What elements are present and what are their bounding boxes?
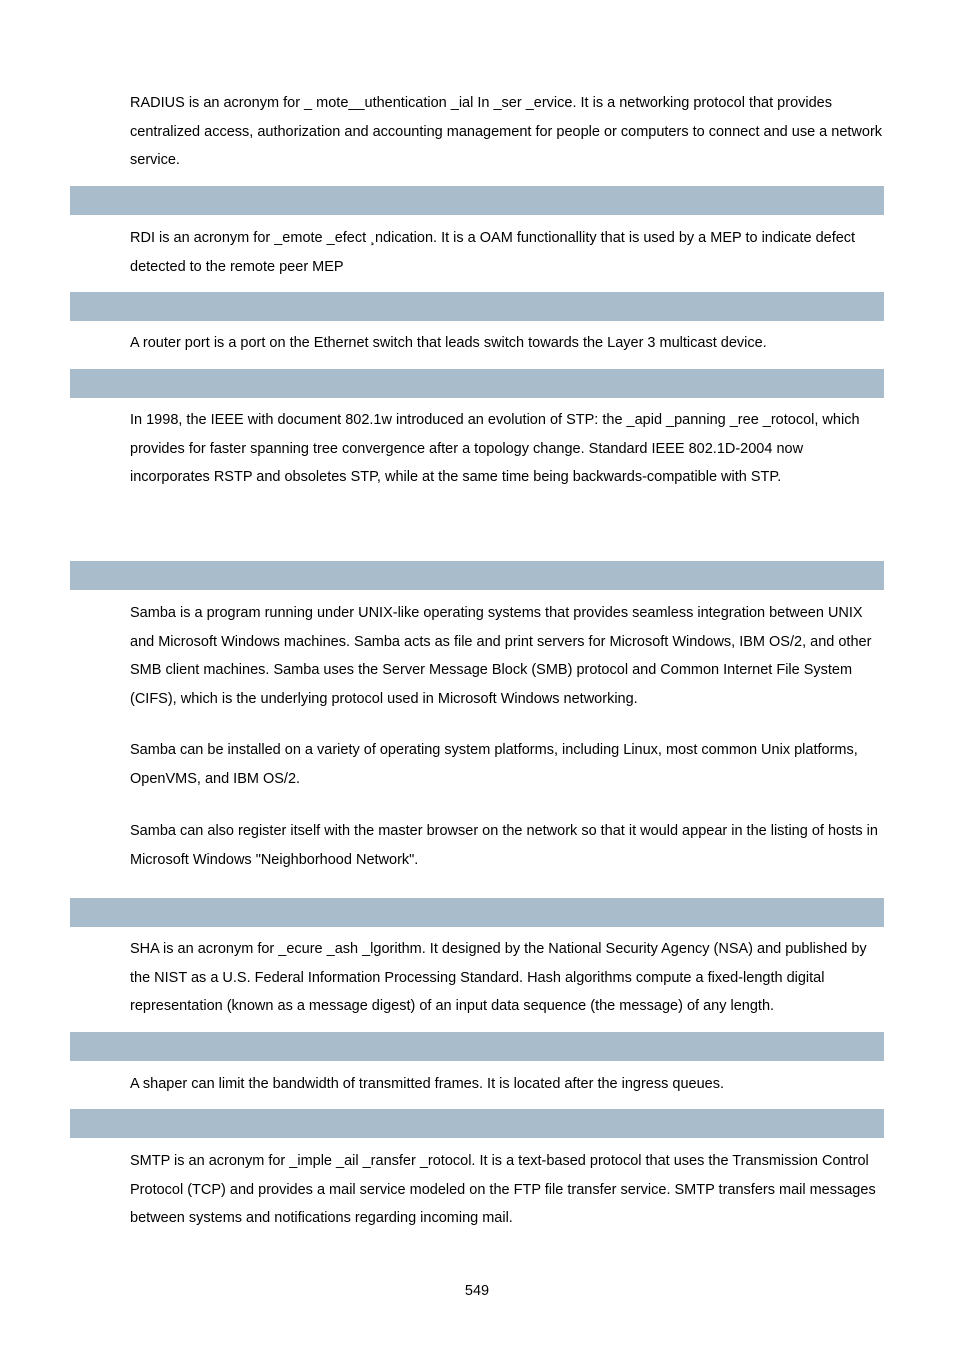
glossary-definition-rdi: RDI is an acronym for _emote _efect ¸ndication. It is a OAM functionallity that is used by a MEP to indicate defect detected to the remote peer MEP bbox=[130, 230, 856, 275]
glossary-definition-rstp: In 1998, the IEEE with document 802.1w introduced an evolution of STP: the _apid _panning _ree _rotocol, which provides for faster spanning tree convergence after a topology change. Standard IEEE 802.1D-2004 now incorporates RSTP and obsoletes STP, while at the same time being backwards-compatible with STP. bbox=[130, 412, 860, 486]
glossary-heading-bar-smtp bbox=[70, 1109, 884, 1138]
glossary-heading-bar-rdi bbox=[70, 186, 884, 215]
glossary-heading-bar-router-port bbox=[70, 292, 884, 321]
glossary-definition-samba-3: Samba can also register itself with the master browser on the network so that it would appear in the listing of hosts in Microsoft Windows "Neighborhood Network". bbox=[130, 823, 878, 868]
glossary-definition-router-port: A router port is a port on the Ethernet switch that leads switch towards the Layer 3 multicast device. bbox=[130, 335, 767, 351]
glossary-definition-radius: RADIUS is an acronym for _ mote__uthentication _ial In _ser _ervice. It is a networking protocol that provides centralized access, authorization and accounting management for people or computers to connect and use a network service. bbox=[130, 95, 883, 169]
glossary-heading-bar-samba bbox=[70, 561, 884, 590]
glossary-definition-samba-2: Samba can be installed on a variety of operating system platforms, including Linux, most common Unix platforms, OpenVMS, and IBM OS/2. bbox=[130, 742, 858, 787]
glossary-definition-smtp: SMTP is an acronym for _imple _ail _ransfer _rotocol. It is a text-based protocol that uses the Transmission Control Protocol (TCP) and provides a mail service modeled on the FTP file transfer service. SMTP transfers mail messages between systems and notifications regarding incoming mail. bbox=[130, 1153, 876, 1227]
page-number: 549 bbox=[464, 1283, 490, 1299]
glossary-definition-sha: SHA is an acronym for _ecure _ash _lgorithm. It designed by the National Security Agency (NSA) and published by the NIST as a U.S. Federal Information Processing Standard. Hash algorithms compute a fixed-length digital representation (known as a message digest) of an input data sequence (the message) of any length. bbox=[130, 941, 867, 1015]
glossary-heading-bar-sha bbox=[70, 898, 884, 927]
glossary-heading-bar-shaper bbox=[70, 1032, 884, 1061]
glossary-definition-samba-1: Samba is a program running under UNIX-like operating systems that provides seamless integration between UNIX and Microsoft Windows machines. Samba acts as file and print servers for Microsoft Windows, IBM OS/2, and other SMB client machines. Samba uses the Server Message Block (SMB) protocol and Common Internet File System (CIFS), which is the underlying protocol used in Microsoft Windows networking. bbox=[130, 605, 872, 708]
glossary-definition-shaper: A shaper can limit the bandwidth of transmitted frames. It is located after the ingress queues. bbox=[130, 1076, 725, 1092]
glossary-heading-bar-rstp bbox=[70, 369, 884, 398]
